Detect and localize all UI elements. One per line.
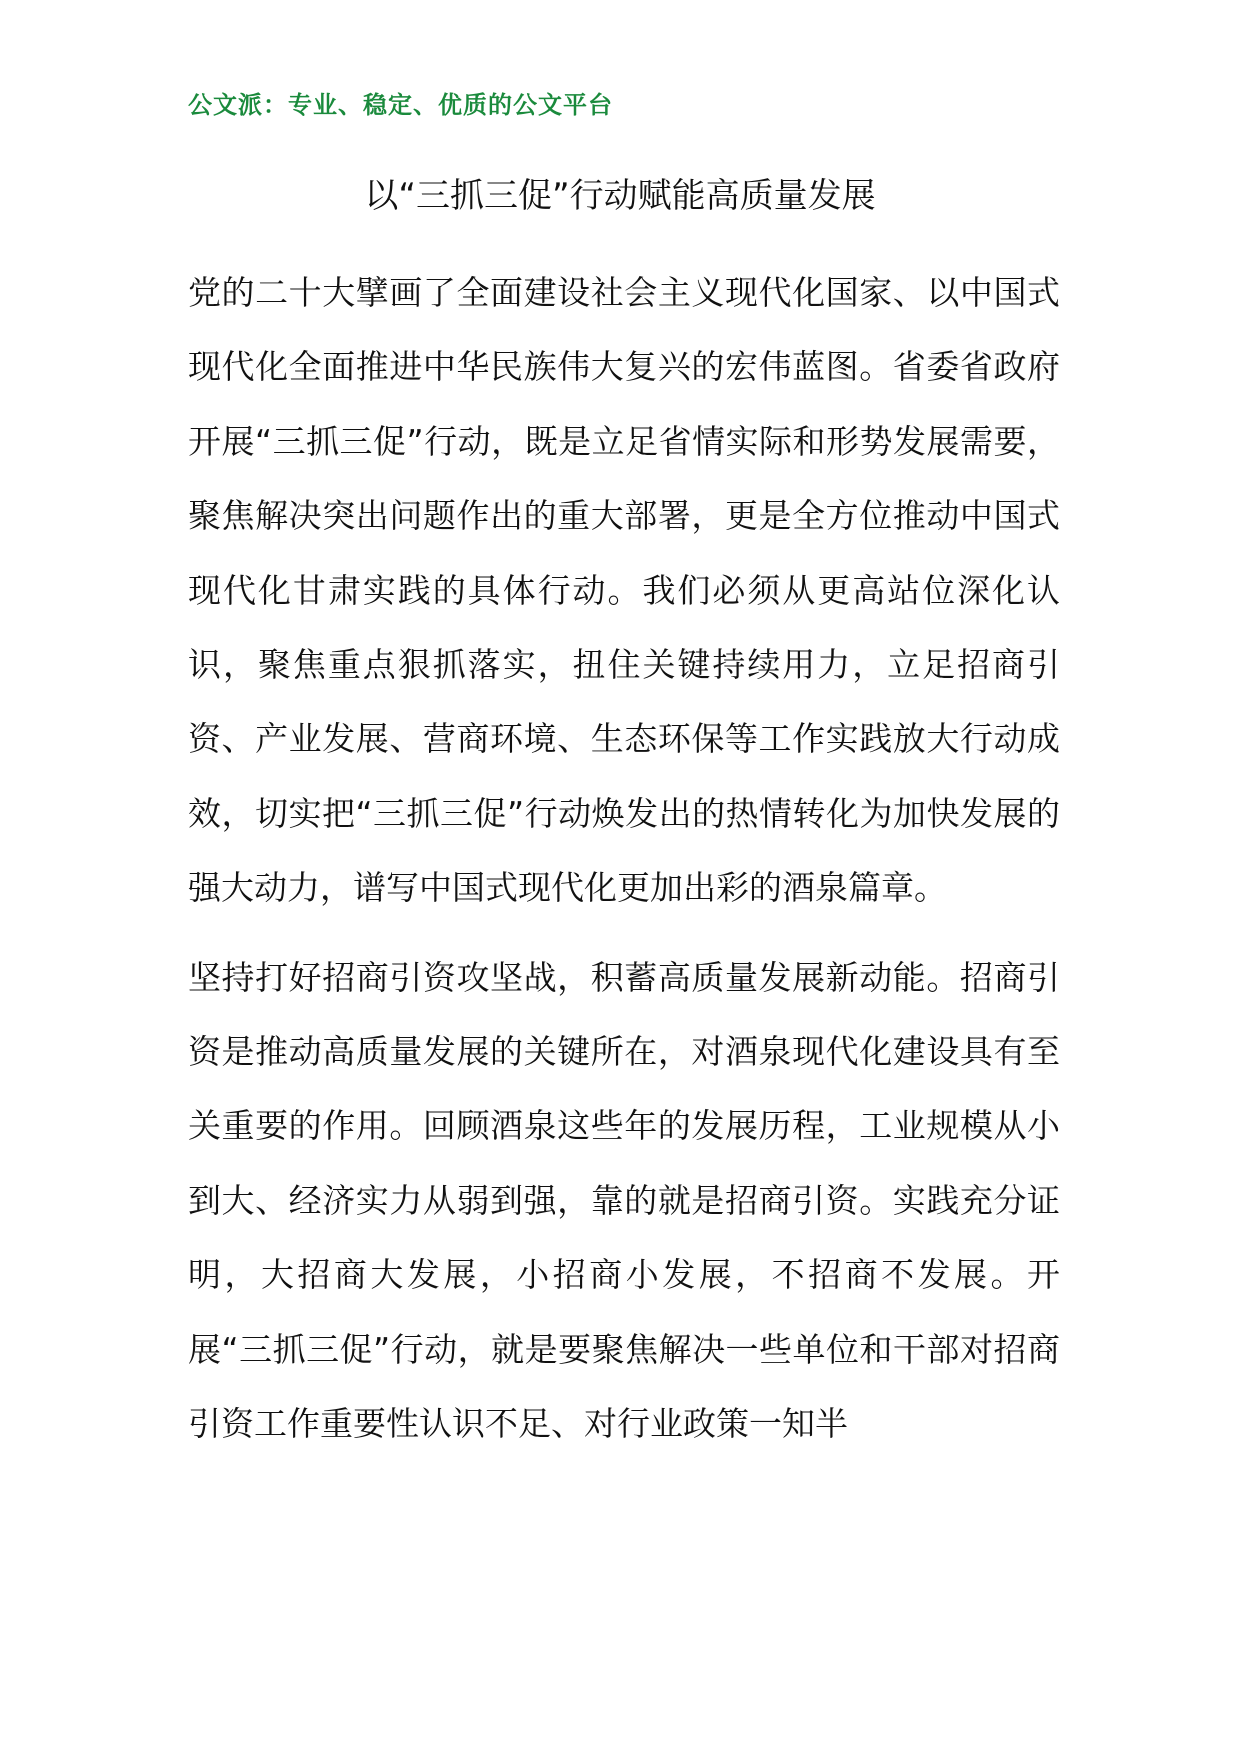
paragraph: 坚持打好招商引资攻坚战，积蓄高质量发展新动能。招商引资是推动高质量发展的关键所在，对酒泉现代化建设具有至关重要的作用。回顾酒泉这些年的发展历程，工业规模从小到大、经济实力从弱到强，靠的就是招商引资。实践充分证明，大招商大发展，小招商小发展，不招商不发展。开展“三抓三促”行动，就是要聚焦解决一些单位和干部对招商引资工作重要性认识不足、对行业政策一知半 (188, 957, 1060, 1444)
document-title: 以“三抓三促”行动赋能高质量发展 (364, 176, 876, 216)
paragraph: 党的二十大擘画了全面建设社会主义现代化国家、以中国式现代化全面推进中华民族伟大复兴的宏伟蓝图。省委省政府开展“三抓三促”行动，既是立足省情实际和形势发展需要，聚焦解决突出问题作出的重大部署，更是全方位推动中国式现代化甘肃实践的具体行动。我们必须从更高站位深化认识，聚焦重点狠抓落实，扭住关键持续用力，立足招商引资、产业发展、营商环境、生态环保等工作实践放大行动成效，切实把“三抓三促”行动焕发出的热情转化为加快发展的强大动力，谱写中国式现代化更加出彩的酒泉篇章。 (188, 273, 1060, 908)
header-brand: 公文派：专业、稳定、优质的公文平台 (188, 91, 613, 119)
document-body (188, 256, 1060, 1477)
